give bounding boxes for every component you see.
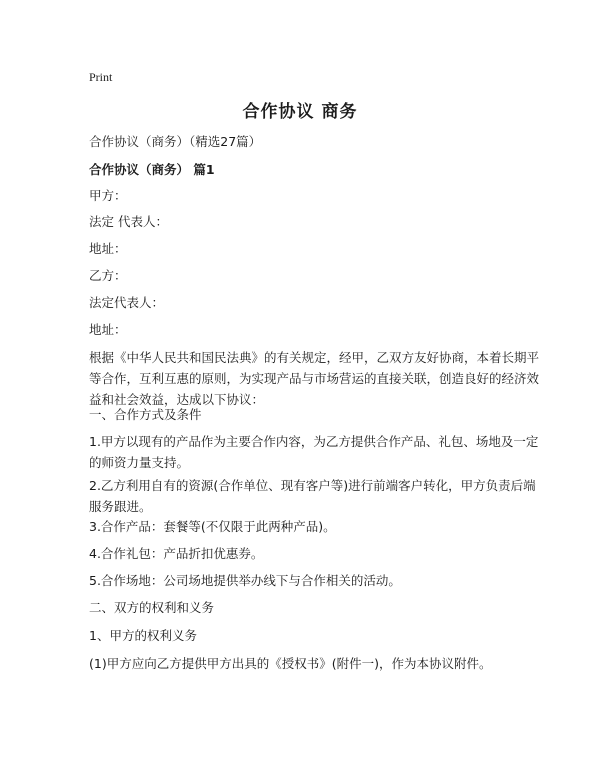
item-4: 4.合作礼包：产品折扣优惠券。: [89, 546, 264, 561]
item-1-line: 1.甲方以现有的产品作为主要合作内容，为乙方提供合作产品、礼包、场地及一定: [89, 434, 539, 449]
item-1-line: 的师资力量支持。: [89, 455, 190, 470]
print-label: Print: [89, 70, 113, 84]
intro-line: 根据《中华人民共和国民法典》的有关规定，经甲，乙双方友好协商，本着长期平: [89, 350, 540, 365]
section-heading: 合作协议（商务） 篇1: [89, 162, 215, 177]
item-1-paragraph: [89, 431, 539, 473]
intro-line: 益和社会效益，达成以下协议：: [89, 392, 265, 407]
item-2-paragraph: [89, 475, 536, 517]
address-a-label: 地址：: [89, 241, 127, 256]
legal-rep-a-label: 法定 代表人：: [89, 214, 168, 229]
item-3: 3.合作产品：套餐等(不仅限于此两种产品)。: [89, 519, 336, 534]
intro-paragraph: [89, 347, 540, 410]
address-b-label: 地址：: [89, 322, 127, 337]
page-title: 合作协议 商务: [242, 102, 358, 122]
party-b-label: 乙方：: [89, 268, 127, 283]
item-5: 5.合作场地：公司场地提供举办线下与合作相关的活动。: [89, 573, 401, 588]
section-2-heading: 二、双方的权利和义务: [89, 600, 215, 615]
section-1-heading: 一、合作方式及条件: [89, 407, 202, 422]
party-a-label: 甲方：: [89, 188, 127, 203]
document-subtitle: 合作协议（商务）（精选27篇）: [89, 134, 262, 149]
intro-line: 等合作，互利互惠的原则，为实现产品与市场营运的直接关联，创造良好的经济效: [89, 371, 540, 386]
subsection-1-heading: 1、甲方的权利义务: [89, 628, 197, 643]
item-2-line: 服务跟进。: [89, 499, 152, 514]
legal-rep-b-label: 法定代表人：: [89, 295, 165, 310]
clause-1: (1)甲方应向乙方提供甲方出具的《授权书》(附件一)，作为本协议附件。: [89, 656, 492, 671]
item-2-line: 2.乙方利用自有的资源(合作单位、现有客户等)进行前端客户转化，甲方负责后端: [89, 478, 536, 493]
